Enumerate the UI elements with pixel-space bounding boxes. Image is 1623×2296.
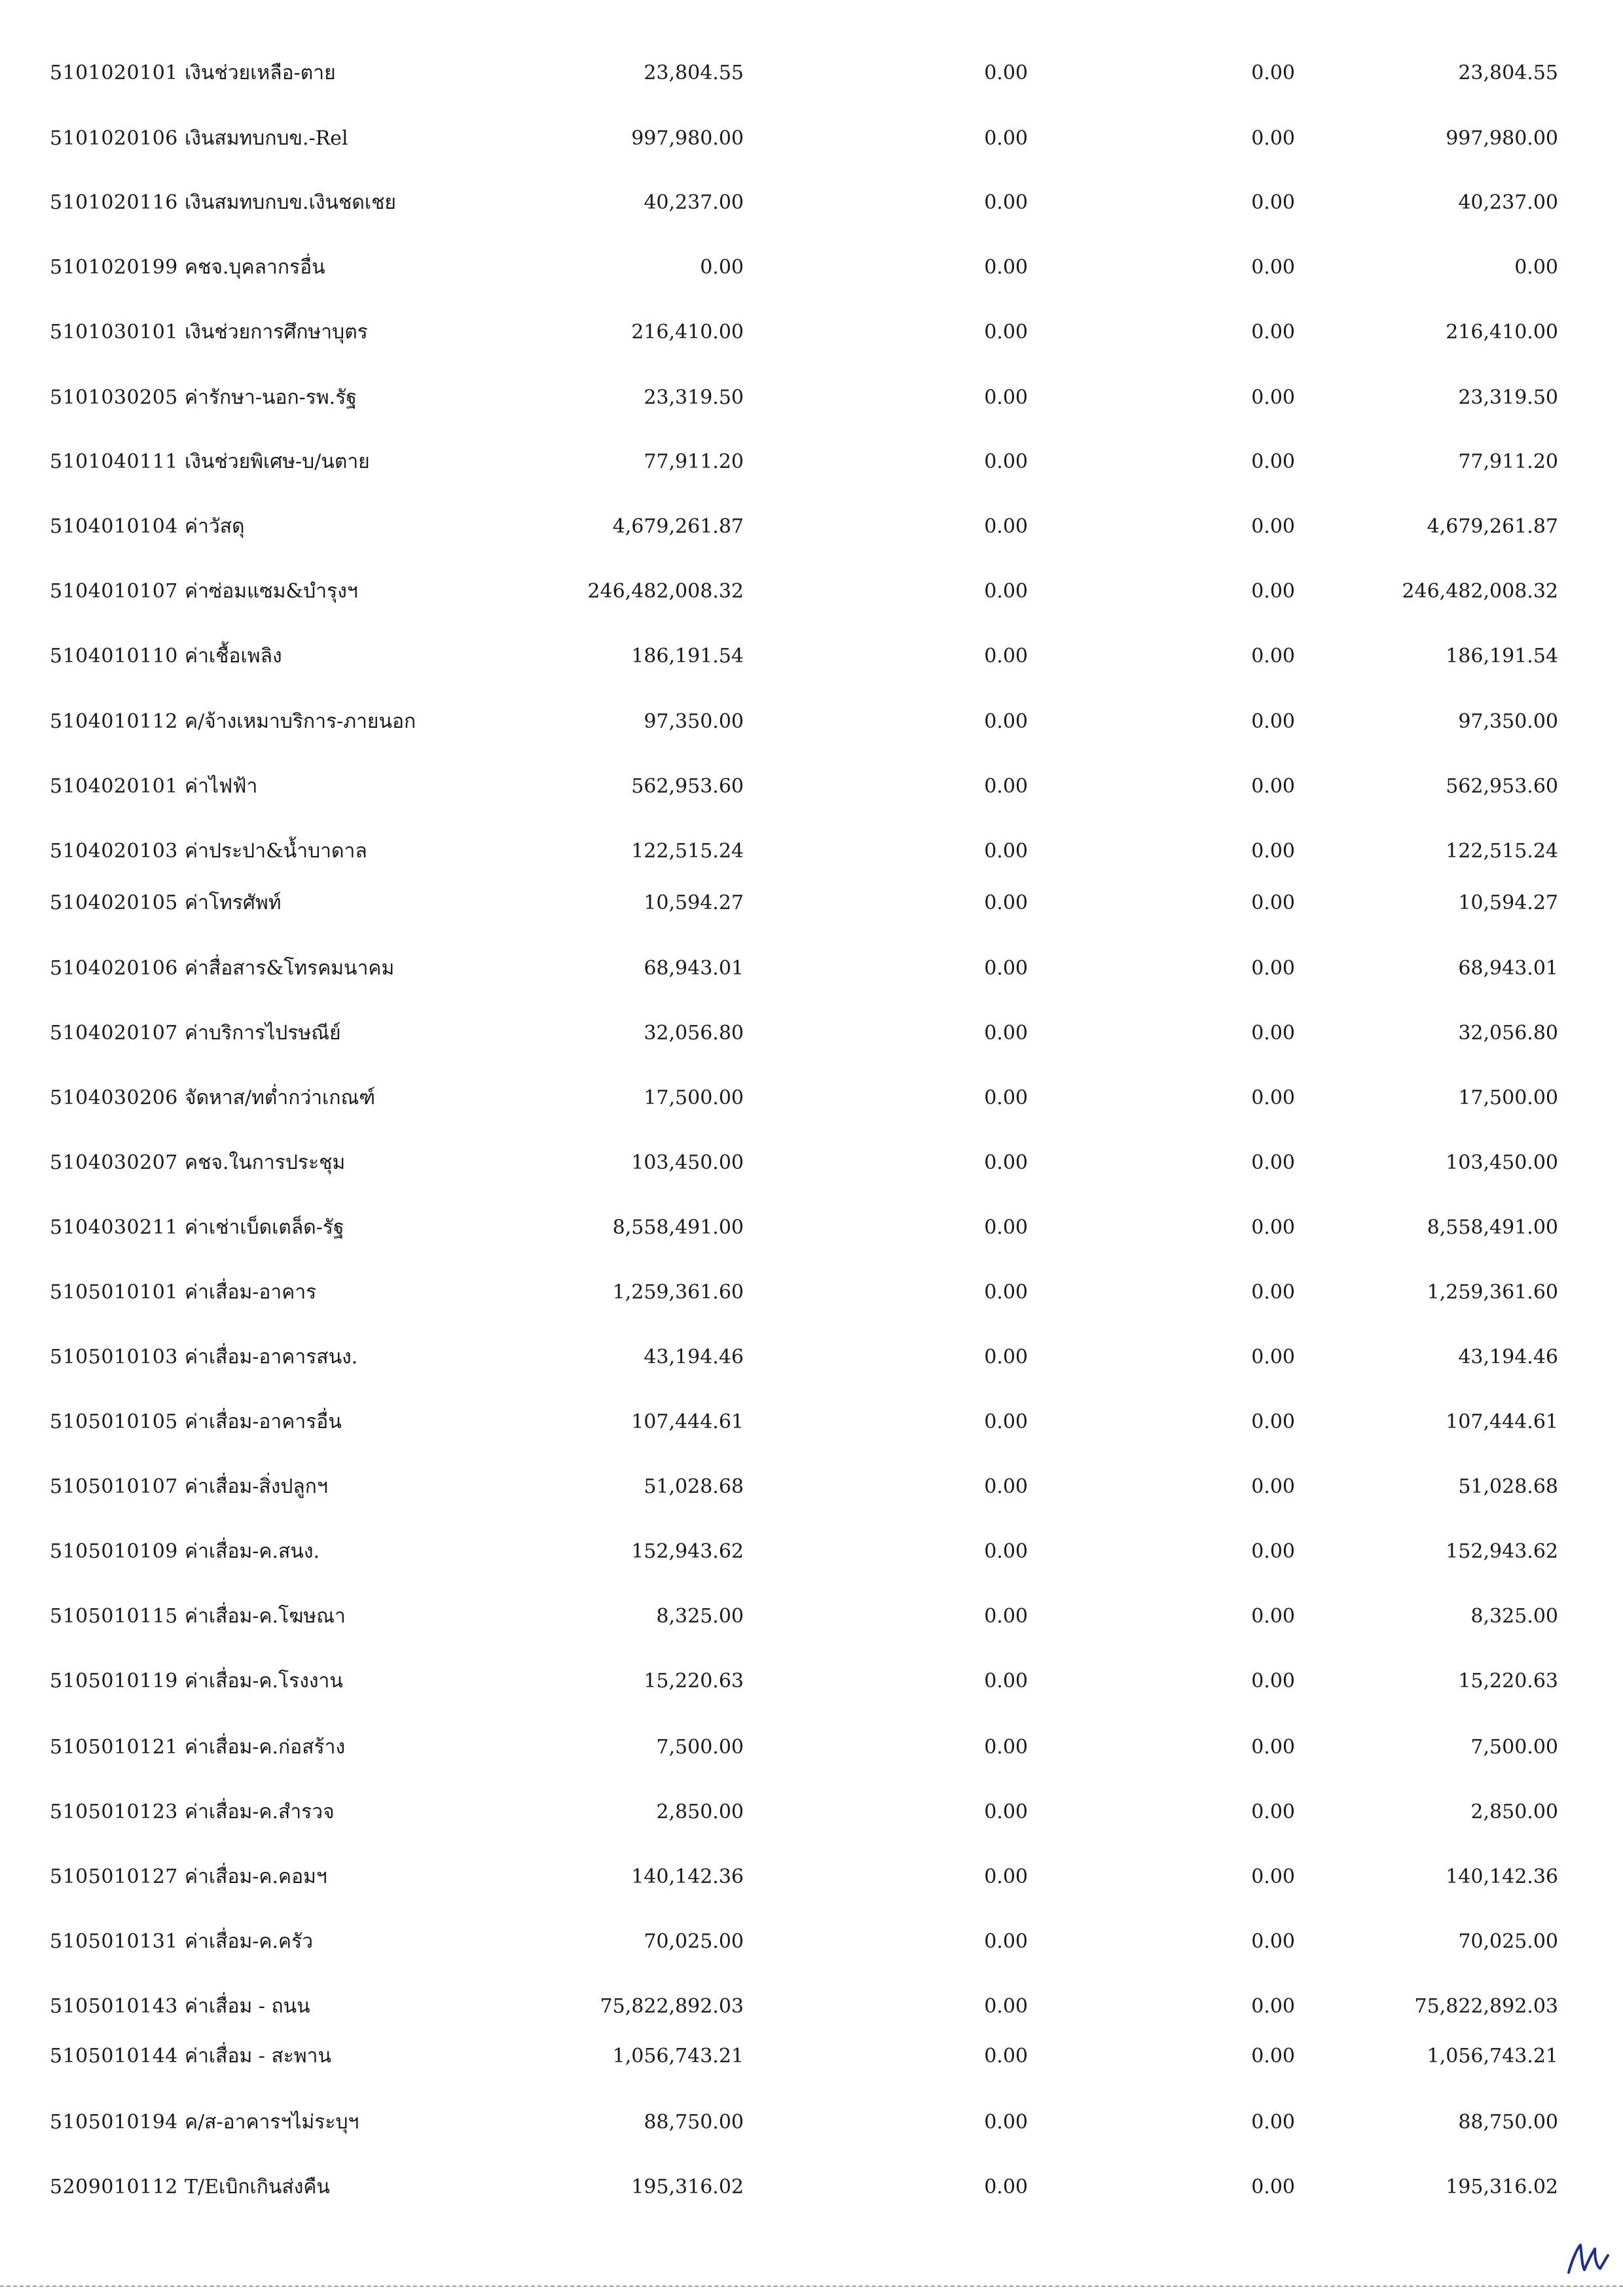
amount-column-1: 152,943.62 <box>631 1540 744 1563</box>
amount-column-2: 0.00 <box>984 1736 1028 1759</box>
amount-column-4: 246,482,008.32 <box>1402 580 1558 603</box>
table-row <box>0 2037 1623 2076</box>
account-name: ค่ารักษา-นอก-รพ.รัฐ <box>185 386 357 409</box>
amount-column-1: 107,444.61 <box>631 1410 744 1433</box>
amount-column-3: 0.00 <box>1251 1281 1295 1304</box>
account-name: เงินช่วยพิเศษ-บ/นตาย <box>185 450 370 473</box>
amount-column-1: 40,237.00 <box>644 191 744 214</box>
account-code: 5105010143 <box>50 1995 178 2018</box>
table-row <box>0 2168 1623 2207</box>
account-name: เงินสมทบกบข.-Rel <box>185 127 348 150</box>
account-name: ค/จ้างเหมาบริการ-ภายนอก <box>185 710 416 733</box>
amount-column-2: 0.00 <box>984 321 1028 344</box>
amount-column-3: 0.00 <box>1251 1216 1295 1239</box>
amount-column-1: 8,325.00 <box>656 1605 744 1628</box>
amount-column-4: 88,750.00 <box>1458 2111 1558 2134</box>
account-code: 5104010104 <box>50 515 178 538</box>
amount-column-4: 40,237.00 <box>1458 191 1558 214</box>
account-code: 5104010107 <box>50 580 178 603</box>
table-row <box>0 442 1623 482</box>
amount-column-3: 0.00 <box>1251 1736 1295 1759</box>
table-row <box>0 54 1623 93</box>
amount-column-4: 23,804.55 <box>1458 62 1558 84</box>
amount-column-3: 0.00 <box>1251 2045 1295 2068</box>
amount-column-3: 0.00 <box>1251 256 1295 279</box>
amount-column-3: 0.00 <box>1251 775 1295 798</box>
amount-column-1: 32,056.80 <box>644 1022 744 1045</box>
table-row <box>0 1597 1623 1636</box>
amount-column-1: 68,943.01 <box>644 957 744 980</box>
table-row <box>0 1273 1623 1312</box>
account-name: ค่าสื่อสาร&โทรคมนาคม <box>185 957 395 980</box>
amount-column-1: 75,822,892.03 <box>600 1995 744 2018</box>
account-name: เงินสมทบกบข.เงินชดเชย <box>185 191 397 214</box>
account-code: 5105010194 <box>50 2111 178 2134</box>
amount-column-1: 4,679,261.87 <box>612 515 744 538</box>
amount-column-3: 0.00 <box>1251 957 1295 980</box>
amount-column-3: 0.00 <box>1251 645 1295 668</box>
amount-column-2: 0.00 <box>984 386 1028 409</box>
amount-column-2: 0.00 <box>984 645 1028 668</box>
account-name: ค่าเสื่อม - ถนน <box>185 1995 310 2018</box>
amount-column-2: 0.00 <box>984 580 1028 603</box>
amount-column-2: 0.00 <box>984 1995 1028 2018</box>
amount-column-1: 0.00 <box>700 256 744 279</box>
account-code: 5104020101 <box>50 775 178 798</box>
amount-column-3: 0.00 <box>1251 1022 1295 1045</box>
account-name: คชจ.บุคลากรอื่น <box>185 256 325 279</box>
amount-column-1: 23,804.55 <box>644 62 744 84</box>
account-name: จัดหาส/ทต่ำกว่าเกณฑ์ <box>185 1086 376 1109</box>
amount-column-4: 195,316.02 <box>1446 2176 1558 2198</box>
amount-column-1: 562,953.60 <box>631 775 744 798</box>
table-row <box>0 1728 1623 1767</box>
signature-icon <box>1565 2238 1611 2278</box>
amount-column-2: 0.00 <box>984 1216 1028 1239</box>
table-row <box>0 313 1623 352</box>
account-name: ค่าไฟฟ้า <box>185 775 258 798</box>
table-row <box>0 183 1623 223</box>
amount-column-1: 51,028.68 <box>644 1475 744 1498</box>
amount-column-2: 0.00 <box>984 1022 1028 1045</box>
account-name: ค่าซ่อมแซม&บำรุงฯ <box>185 580 358 603</box>
amount-column-2: 0.00 <box>984 127 1028 150</box>
amount-column-4: 103,450.00 <box>1446 1151 1558 1174</box>
table-row <box>0 1338 1623 1377</box>
amount-column-3: 0.00 <box>1251 2111 1295 2134</box>
amount-column-4: 1,056,743.21 <box>1427 2045 1558 2068</box>
account-code: 5105010123 <box>50 1801 178 1823</box>
account-name: ค่าเสื่อม-ค.สนง. <box>185 1540 320 1563</box>
account-code: 5105010103 <box>50 1346 178 1369</box>
table-row <box>0 1793 1623 1832</box>
account-code: 5105010121 <box>50 1736 178 1759</box>
amount-column-2: 0.00 <box>984 840 1028 863</box>
amount-column-2: 0.00 <box>984 450 1028 473</box>
table-row <box>0 507 1623 547</box>
amount-column-2: 0.00 <box>984 957 1028 980</box>
account-code: 5104020107 <box>50 1022 178 1045</box>
amount-column-4: 186,191.54 <box>1446 645 1558 668</box>
amount-column-3: 0.00 <box>1251 386 1295 409</box>
account-name: ค่าเชื้อเพลิง <box>185 645 282 668</box>
amount-column-2: 0.00 <box>984 1151 1028 1174</box>
amount-column-3: 0.00 <box>1251 1346 1295 1369</box>
amount-column-4: 68,943.01 <box>1458 957 1558 980</box>
table-row <box>0 1014 1623 1053</box>
account-code: 5105010127 <box>50 1865 178 1888</box>
amount-column-4: 140,142.36 <box>1446 1865 1558 1888</box>
amount-column-4: 70,025.00 <box>1458 1930 1558 1953</box>
amount-column-1: 17,500.00 <box>644 1086 744 1109</box>
amount-column-2: 0.00 <box>984 710 1028 733</box>
account-name: ค/ส-อาคารฯไม่ระบุฯ <box>185 2111 359 2134</box>
amount-column-2: 0.00 <box>984 1086 1028 1109</box>
amount-column-4: 97,350.00 <box>1458 710 1558 733</box>
amount-column-3: 0.00 <box>1251 1670 1295 1693</box>
amount-column-4: 107,444.61 <box>1446 1410 1558 1433</box>
amount-column-4: 4,679,261.87 <box>1427 515 1558 538</box>
amount-column-3: 0.00 <box>1251 710 1295 733</box>
account-code: 5104010112 <box>50 710 178 733</box>
account-name: ค่าเสื่อม-ค.ก่อสร้าง <box>185 1736 346 1759</box>
amount-column-4: 997,980.00 <box>1446 127 1558 150</box>
amount-column-3: 0.00 <box>1251 1151 1295 1174</box>
account-name: ค่าเสื่อม-ค.คอมฯ <box>185 1865 327 1888</box>
amount-column-1: 103,450.00 <box>631 1151 744 1174</box>
table-row <box>0 702 1623 742</box>
table-row <box>0 1922 1623 1962</box>
amount-column-2: 0.00 <box>984 1281 1028 1304</box>
amount-column-1: 195,316.02 <box>631 2176 744 2198</box>
account-name: ค่าวัสดุ <box>185 515 245 538</box>
table-row <box>0 1532 1623 1571</box>
account-code: 5105010115 <box>50 1605 178 1628</box>
amount-column-1: 8,558,491.00 <box>612 1216 744 1239</box>
amount-column-1: 97,350.00 <box>644 710 744 733</box>
amount-column-4: 7,500.00 <box>1470 1736 1558 1759</box>
amount-column-1: 216,410.00 <box>631 321 744 344</box>
amount-column-2: 0.00 <box>984 1410 1028 1433</box>
amount-column-3: 0.00 <box>1251 321 1295 344</box>
amount-column-4: 17,500.00 <box>1458 1086 1558 1109</box>
amount-column-2: 0.00 <box>984 62 1028 84</box>
table-row <box>0 119 1623 158</box>
amount-column-4: 1,259,361.60 <box>1427 1281 1558 1304</box>
account-code: 5101020116 <box>50 191 178 214</box>
table-row <box>0 2103 1623 2142</box>
account-name: คชจ.ในการประชุม <box>185 1151 346 1174</box>
account-code: 5101040111 <box>50 450 178 473</box>
account-name: T/Eเบิกเกินส่งคืน <box>185 2176 330 2198</box>
amount-column-2: 0.00 <box>984 1670 1028 1693</box>
amount-column-2: 0.00 <box>984 2045 1028 2068</box>
account-code: 5104020103 <box>50 840 178 863</box>
amount-column-2: 0.00 <box>984 775 1028 798</box>
account-code: 5101020106 <box>50 127 178 150</box>
account-code: 5105010144 <box>50 2045 178 2068</box>
account-code: 5101030101 <box>50 321 178 344</box>
amount-column-4: 10,594.27 <box>1458 891 1558 914</box>
table-row <box>0 248 1623 287</box>
amount-column-2: 0.00 <box>984 515 1028 538</box>
amount-column-4: 77,911.20 <box>1458 450 1558 473</box>
amount-column-4: 562,953.60 <box>1446 775 1558 798</box>
amount-column-1: 1,056,743.21 <box>612 2045 744 2068</box>
amount-column-1: 186,191.54 <box>631 645 744 668</box>
table-row <box>0 1857 1623 1897</box>
amount-column-1: 122,515.24 <box>631 840 744 863</box>
amount-column-2: 0.00 <box>984 1540 1028 1563</box>
table-row <box>0 884 1623 923</box>
amount-column-1: 23,319.50 <box>644 386 744 409</box>
amount-column-4: 23,319.50 <box>1458 386 1558 409</box>
amount-column-4: 152,943.62 <box>1446 1540 1558 1563</box>
amount-column-4: 0.00 <box>1514 256 1558 279</box>
amount-column-1: 2,850.00 <box>656 1801 744 1823</box>
amount-column-3: 0.00 <box>1251 1540 1295 1563</box>
amount-column-3: 0.00 <box>1251 1475 1295 1498</box>
account-code: 5105010107 <box>50 1475 178 1498</box>
amount-column-4: 32,056.80 <box>1458 1022 1558 1045</box>
amount-column-4: 43,194.46 <box>1458 1346 1558 1369</box>
amount-column-4: 8,558,491.00 <box>1427 1216 1558 1239</box>
account-code: 5104030207 <box>50 1151 178 1174</box>
account-name: ค่าโทรศัพท์ <box>185 891 282 914</box>
amount-column-2: 0.00 <box>984 191 1028 214</box>
account-name: ค่าเสื่อม-อาคารสนง. <box>185 1346 358 1369</box>
account-code: 5104010110 <box>50 645 178 668</box>
account-name: ค่าเสื่อม-ค.โรงงาน <box>185 1670 343 1693</box>
amount-column-2: 0.00 <box>984 891 1028 914</box>
account-name: ค่าเสื่อม - สะพาน <box>185 2045 332 2068</box>
account-name: ค่าเสื่อม-ค.ครัว <box>185 1930 314 1953</box>
account-code: 5105010105 <box>50 1410 178 1433</box>
account-name: ค่าประปา&น้ำบาดาล <box>185 840 367 863</box>
amount-column-1: 997,980.00 <box>631 127 744 150</box>
amount-column-3: 0.00 <box>1251 1930 1295 1953</box>
amount-column-1: 15,220.63 <box>644 1670 744 1693</box>
amount-column-4: 122,515.24 <box>1446 840 1558 863</box>
amount-column-3: 0.00 <box>1251 515 1295 538</box>
amount-column-1: 7,500.00 <box>656 1736 744 1759</box>
amount-column-2: 0.00 <box>984 1801 1028 1823</box>
table-row <box>0 1143 1623 1183</box>
account-code: 5104030211 <box>50 1216 178 1239</box>
account-name: ค่าเสื่อม-ค.โฆษณา <box>185 1605 346 1628</box>
amount-column-3: 0.00 <box>1251 1605 1295 1628</box>
table-row <box>0 1467 1623 1507</box>
amount-column-3: 0.00 <box>1251 191 1295 214</box>
amount-column-2: 0.00 <box>984 1930 1028 1953</box>
table-row <box>0 767 1623 806</box>
amount-column-2: 0.00 <box>984 2111 1028 2134</box>
amount-column-2: 0.00 <box>984 1605 1028 1628</box>
amount-column-1: 140,142.36 <box>631 1865 744 1888</box>
amount-column-1: 246,482,008.32 <box>587 580 744 603</box>
table-row <box>0 832 1623 871</box>
amount-column-3: 0.00 <box>1251 1865 1295 1888</box>
amount-column-2: 0.00 <box>984 2176 1028 2198</box>
amount-column-1: 43,194.46 <box>644 1346 744 1369</box>
account-code: 5105010131 <box>50 1930 178 1953</box>
amount-column-3: 0.00 <box>1251 891 1295 914</box>
amount-column-4: 2,850.00 <box>1470 1801 1558 1823</box>
amount-column-2: 0.00 <box>984 1865 1028 1888</box>
table-row <box>0 1079 1623 1118</box>
table-row <box>0 637 1623 676</box>
account-code: 5105010119 <box>50 1670 178 1693</box>
account-code: 5104020106 <box>50 957 178 980</box>
amount-column-4: 51,028.68 <box>1458 1475 1558 1498</box>
amount-column-3: 0.00 <box>1251 450 1295 473</box>
account-name: ค่าเสื่อม-อาคารอื่น <box>185 1410 342 1433</box>
table-row <box>0 1987 1623 2026</box>
table-row <box>0 378 1623 418</box>
account-code: 5104020105 <box>50 891 178 914</box>
account-name: เงินช่วยเหลือ-ตาย <box>185 62 336 84</box>
amount-column-3: 0.00 <box>1251 580 1295 603</box>
table-row <box>0 1662 1623 1701</box>
table-row <box>0 949 1623 988</box>
amount-column-3: 0.00 <box>1251 840 1295 863</box>
page-bottom-divider <box>0 2286 1623 2287</box>
amount-column-1: 1,259,361.60 <box>612 1281 744 1304</box>
amount-column-3: 0.00 <box>1251 2176 1295 2198</box>
amount-column-1: 88,750.00 <box>644 2111 744 2134</box>
account-code: 5105010109 <box>50 1540 178 1563</box>
account-code: 5209010112 <box>50 2176 178 2198</box>
account-name: ค่าบริการไปรษณีย์ <box>185 1022 341 1045</box>
amount-column-3: 0.00 <box>1251 1086 1295 1109</box>
table-row <box>0 1403 1623 1442</box>
account-name: ค่าเช่าเบ็ดเตล็ด-รัฐ <box>185 1216 344 1239</box>
amount-column-3: 0.00 <box>1251 1801 1295 1823</box>
account-name: ค่าเสื่อม-สิ่งปลูกฯ <box>185 1475 328 1498</box>
table-row <box>0 572 1623 611</box>
account-name: ค่าเสื่อม-อาคาร <box>185 1281 317 1304</box>
amount-column-2: 0.00 <box>984 1475 1028 1498</box>
amount-column-1: 70,025.00 <box>644 1930 744 1953</box>
amount-column-1: 10,594.27 <box>644 891 744 914</box>
amount-column-3: 0.00 <box>1251 62 1295 84</box>
amount-column-4: 15,220.63 <box>1458 1670 1558 1693</box>
account-code: 5101030205 <box>50 386 178 409</box>
amount-column-3: 0.00 <box>1251 1410 1295 1433</box>
amount-column-3: 0.00 <box>1251 127 1295 150</box>
amount-column-2: 0.00 <box>984 256 1028 279</box>
amount-column-4: 8,325.00 <box>1470 1605 1558 1628</box>
account-code: 5104030206 <box>50 1086 178 1109</box>
account-code: 5101020199 <box>50 256 178 279</box>
account-code: 5101020101 <box>50 62 178 84</box>
amount-column-2: 0.00 <box>984 1346 1028 1369</box>
account-name: เงินช่วยการศึกษาบุตร <box>185 321 368 344</box>
amount-column-4: 216,410.00 <box>1446 321 1558 344</box>
table-row <box>0 1208 1623 1247</box>
amount-column-1: 77,911.20 <box>644 450 744 473</box>
account-name: ค่าเสื่อม-ค.สำรวจ <box>185 1801 335 1823</box>
amount-column-3: 0.00 <box>1251 1995 1295 2018</box>
account-code: 5105010101 <box>50 1281 178 1304</box>
amount-column-4: 75,822,892.03 <box>1414 1995 1558 2018</box>
